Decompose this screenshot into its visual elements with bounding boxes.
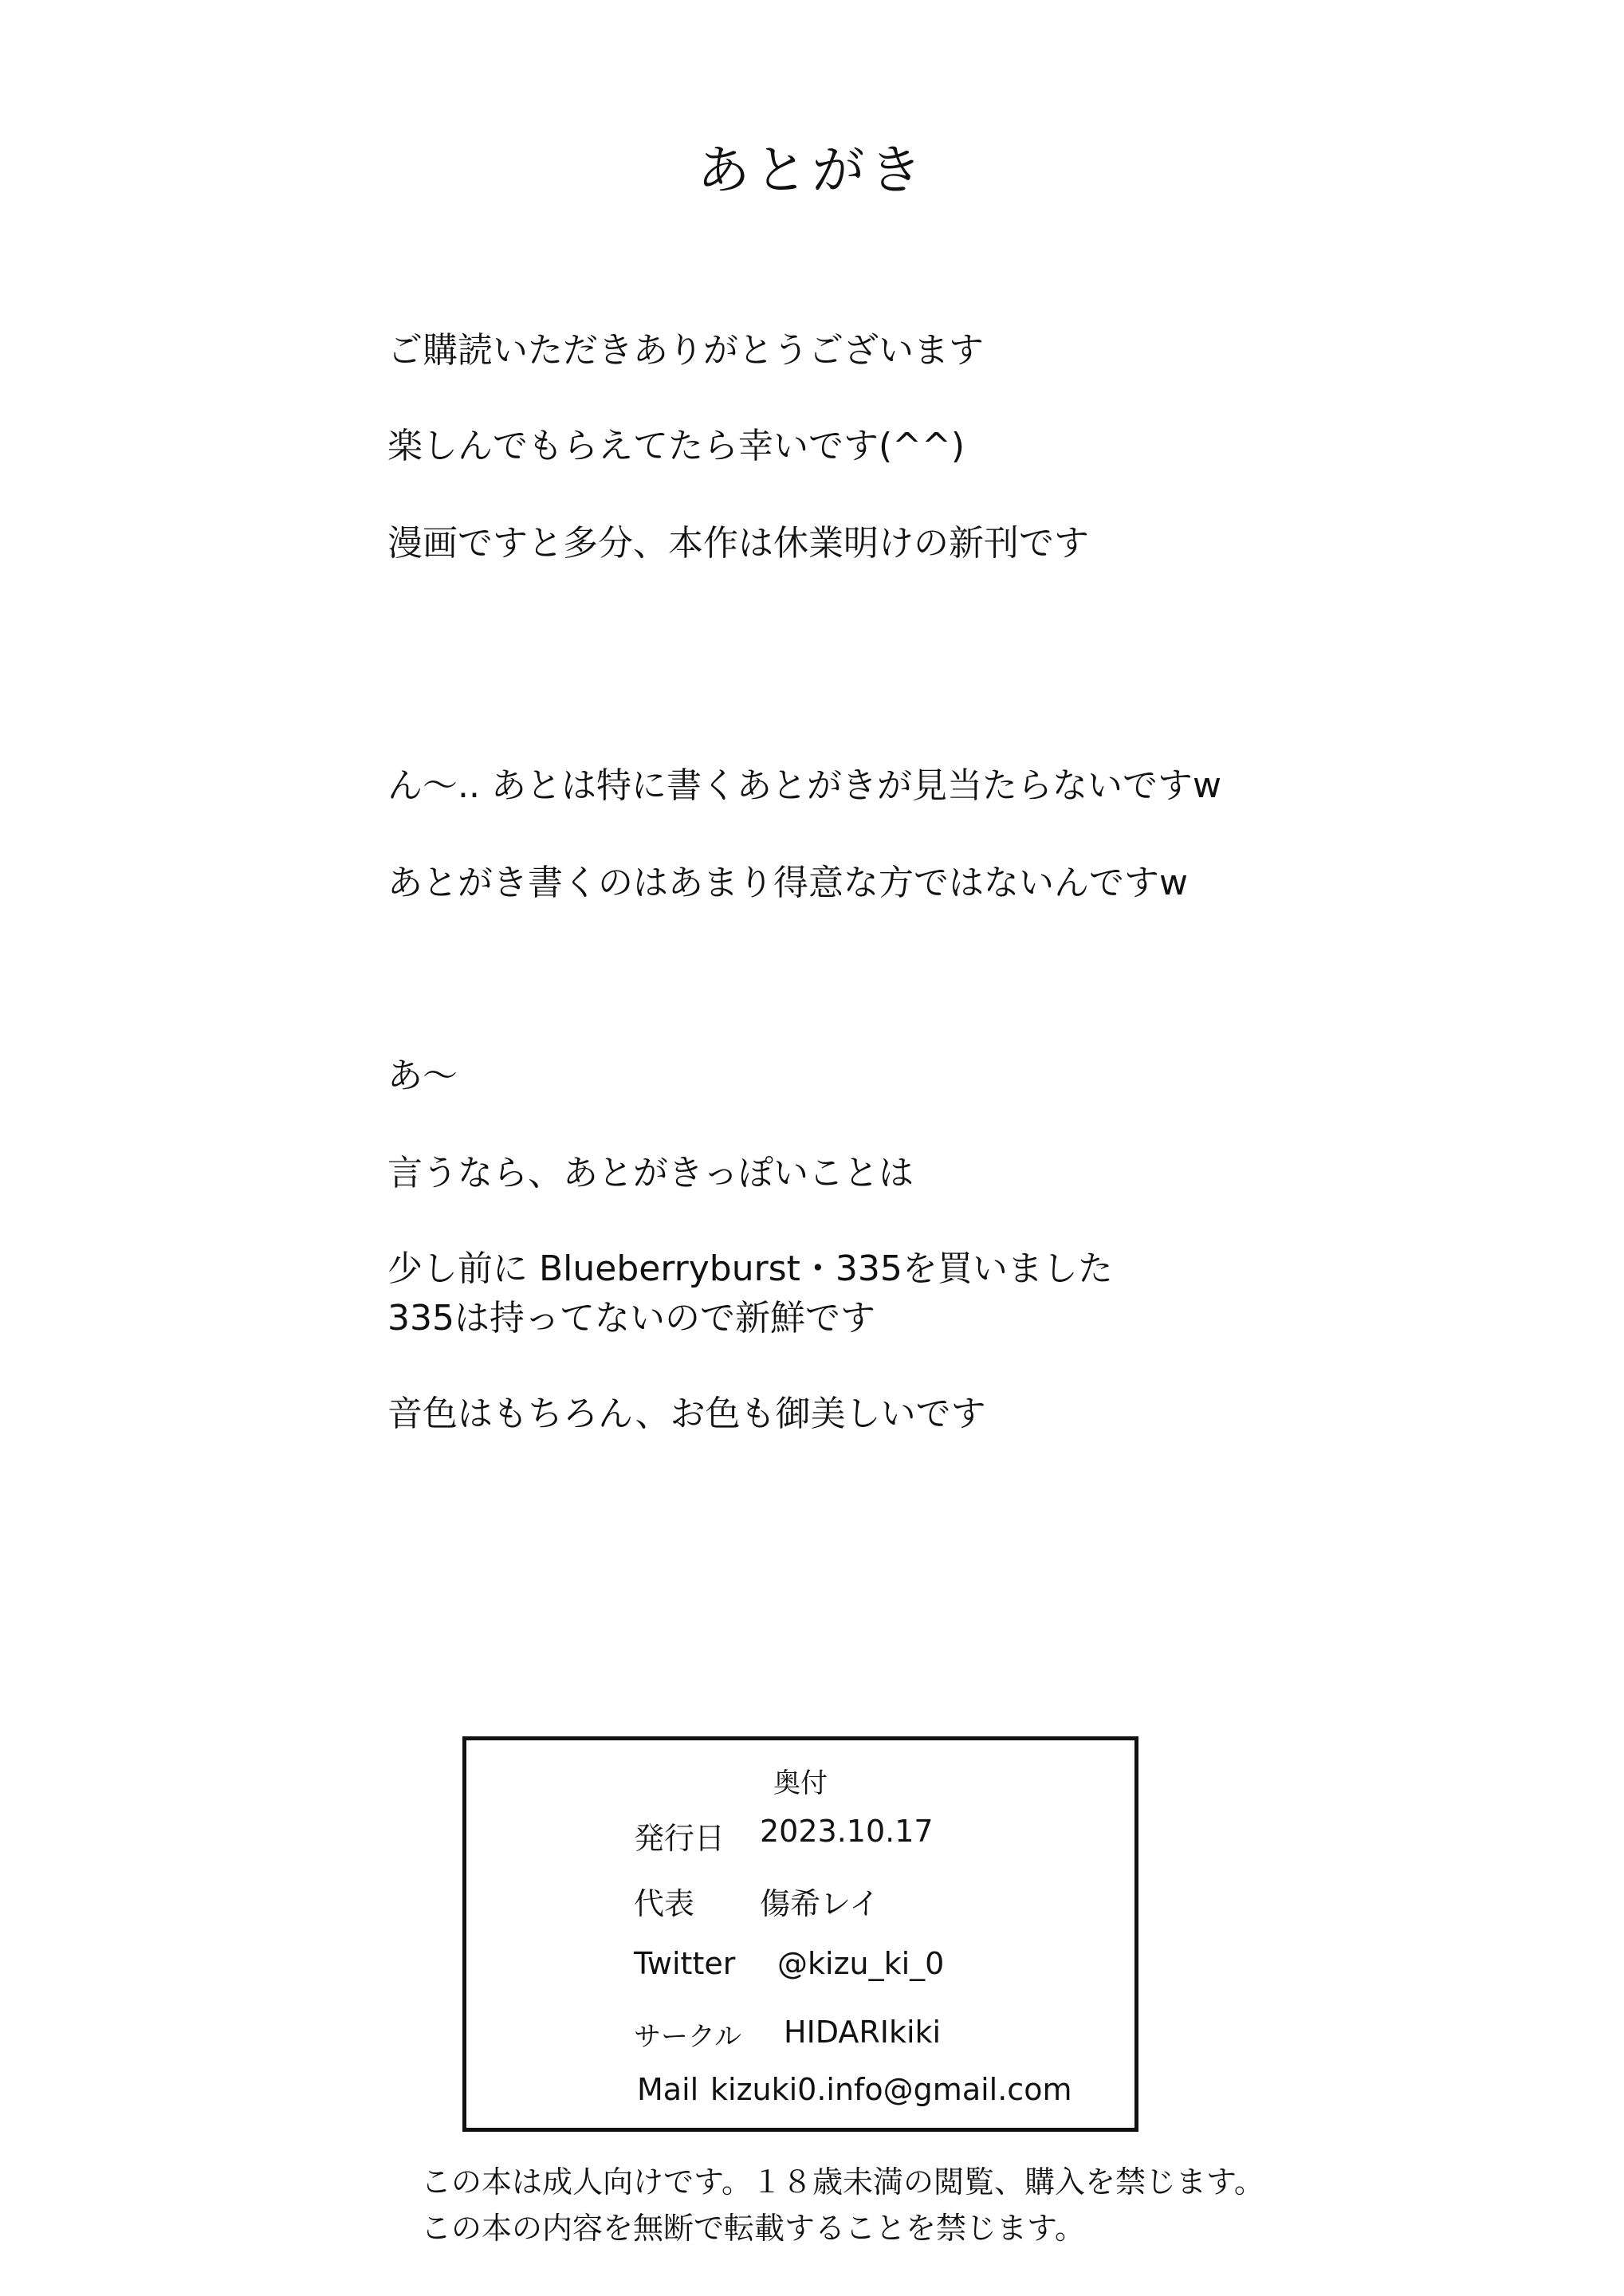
afterword-line-7: 言うなら、あとがきっぽいことは (387, 1153, 914, 1193)
colophon-value-mail: kizuki0.info@gmail.com (710, 2072, 1072, 2107)
afterword-line-8: 少し前に Blueberryburst・335を買いました (387, 1248, 1113, 1289)
colophon-label-date: 発行日 (634, 1821, 725, 1856)
afterword-line-10: 音色はもちろん、お色も御美しいです (387, 1394, 986, 1434)
colophon-heading: 奥付 (773, 1767, 828, 1799)
page-title: あとがき (697, 140, 927, 201)
afterword-line-3: 漫画ですと多分、本作は休業明けの新刊です (387, 523, 1089, 564)
colophon-label-circle: サークル (634, 2021, 741, 2053)
afterword-line-9: 335は持ってないので新鮮です (387, 1298, 875, 1339)
afterword-line-4: ん～.. あとは特に書くあとがきが見当たらないですw (387, 765, 1221, 806)
colophon-value-circle: HIDARIkiki (784, 2015, 942, 2050)
colophon-value-representative: 傷希レイ (760, 1886, 880, 1921)
colophon-value-date: 2023.10.17 (760, 1814, 934, 1849)
colophon-value-twitter: @kizu_ki_0 (777, 1946, 945, 1981)
afterword-line-6: あ～ (387, 1056, 458, 1096)
afterword-line-1: ご購読いただきありがとうございます (387, 330, 984, 371)
colophon-label-representative: 代表 (634, 1886, 695, 1921)
adult-notice: この本は成人向けです。１８歳未満の閲覧、購入を禁じます。 (421, 2164, 1264, 2200)
colophon-label-mail: Mail (637, 2072, 699, 2107)
afterword-line-2: 楽しんでもらえてたら幸いです(^^) (387, 426, 965, 466)
afterword-line-5: あとがき書くのはあまり得意な方ではないんですw (387, 863, 1188, 903)
colophon-label-twitter: Twitter (634, 1946, 736, 1981)
reprint-notice: この本の内容を無断で転載することを禁じます。 (421, 2211, 1085, 2246)
colophon-box (462, 1736, 1138, 2132)
